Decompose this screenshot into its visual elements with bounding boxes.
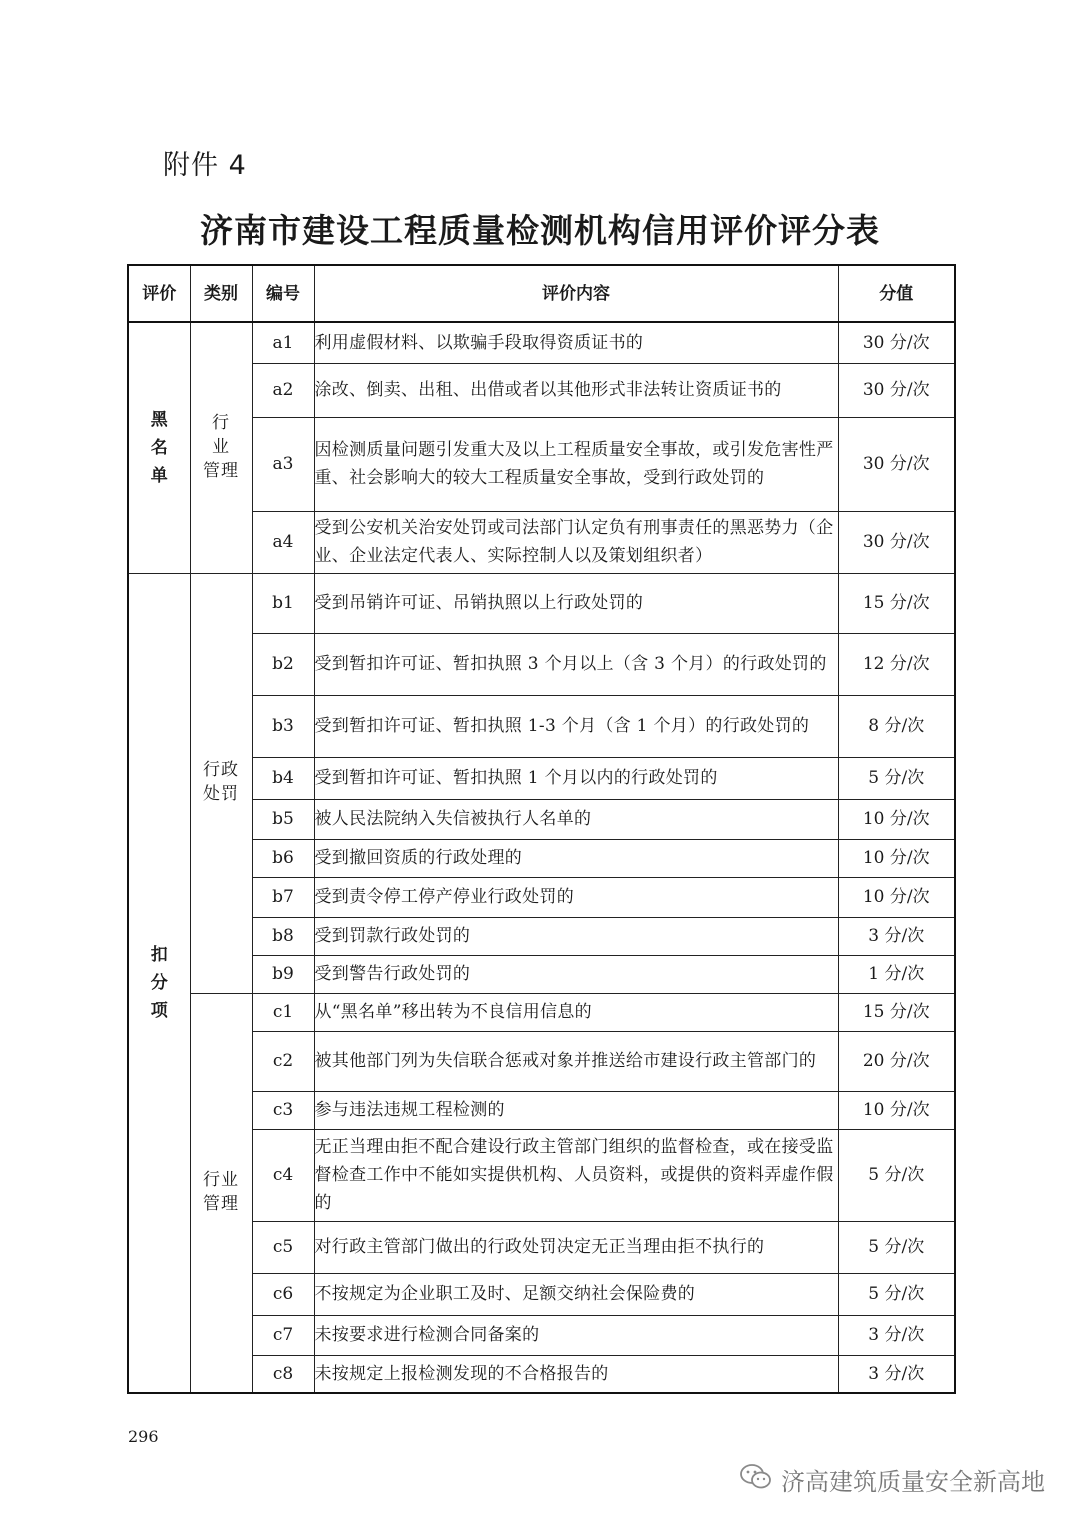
- row-content: 受到公安机关治安处罚或司法部门认定负有刑事责任的黑恶势力（企业、企业法定代表人、实际控制人以及策划组织者）: [314, 511, 838, 573]
- row-score: 5 分/次: [838, 1221, 955, 1273]
- document-title: 济南市建设工程质量检测机构信用评价评分表: [200, 211, 880, 250]
- row-score: 10 分/次: [838, 1091, 955, 1129]
- row-score: 15 分/次: [838, 993, 955, 1031]
- row-content: 无正当理由拒不配合建设行政主管部门组织的监督检查，或在接受监督检查工作中不能如实提供机构、人员资料，或提供的资料弄虚作假的: [314, 1129, 838, 1221]
- row-code: b7: [252, 877, 314, 917]
- row-score: 3 分/次: [838, 1315, 955, 1355]
- table-row: [128, 993, 955, 1031]
- row-code: c2: [252, 1031, 314, 1091]
- wechat-icon: [739, 1463, 773, 1497]
- header-category: 类别: [190, 265, 252, 322]
- row-content: 受到撤回资质的行政处理的: [314, 839, 838, 877]
- header-score: 分值: [838, 265, 955, 322]
- table-row: [128, 322, 955, 363]
- category-administrative-penalty: 行政 处罚: [203, 760, 239, 804]
- row-content: 未按要求进行检测合同备案的: [314, 1315, 838, 1355]
- row-score: 15 分/次: [838, 573, 955, 633]
- category-industry-management-c-cell: [190, 993, 252, 1393]
- row-content: 受到吊销许可证、吊销执照以上行政处罚的: [314, 573, 838, 633]
- attachment-label: 附件 4: [163, 150, 247, 181]
- row-code: c4: [252, 1129, 314, 1221]
- category-industry-management-a: 行 业 管理: [203, 412, 239, 481]
- row-score: 30 分/次: [838, 417, 955, 511]
- row-content: 未按规定上报检测发现的不合格报告的: [314, 1355, 838, 1393]
- table-row: [128, 839, 955, 877]
- page-number: 296: [128, 1427, 159, 1446]
- row-score: 3 分/次: [838, 1355, 955, 1393]
- row-code: c5: [252, 1221, 314, 1273]
- table-row: [128, 757, 955, 799]
- row-code: a1: [252, 322, 314, 363]
- row-code: a4: [252, 511, 314, 573]
- row-score: 1 分/次: [838, 955, 955, 993]
- row-code: c3: [252, 1091, 314, 1129]
- row-code: b4: [252, 757, 314, 799]
- row-code: b9: [252, 955, 314, 993]
- rating-blacklist: 黑名单: [150, 409, 168, 486]
- row-content: 不按规定为企业职工及时、足额交纳社会保险费的: [314, 1273, 838, 1315]
- row-content: 受到警告行政处罚的: [314, 955, 838, 993]
- row-content: 受到暂扣许可证、暂扣执照 1 个月以内的行政处罚的: [314, 757, 838, 799]
- table-row: [128, 1031, 955, 1091]
- table-row: [128, 1273, 955, 1315]
- row-score: 30 分/次: [838, 511, 955, 573]
- row-score: 10 分/次: [838, 839, 955, 877]
- row-code: a3: [252, 417, 314, 511]
- table-row: [128, 1221, 955, 1273]
- table-row: [128, 1355, 955, 1393]
- row-score: 12 分/次: [838, 633, 955, 695]
- category-administrative-penalty-cell: [190, 573, 252, 993]
- row-content: 被其他部门列为失信联合惩戒对象并推送给市建设行政主管部门的: [314, 1031, 838, 1091]
- table-row: [128, 877, 955, 917]
- category-industry-management-c: 行业 管理: [203, 1169, 239, 1214]
- row-code: b2: [252, 633, 314, 695]
- row-score: 10 分/次: [838, 877, 955, 917]
- row-code: b8: [252, 917, 314, 955]
- header-code: 编号: [252, 265, 314, 322]
- row-content: 受到罚款行政处罚的: [314, 917, 838, 955]
- row-content: 对行政主管部门做出的行政处罚决定无正当理由拒不执行的: [314, 1221, 838, 1273]
- category-industry-management-a-cell: [190, 322, 252, 573]
- row-code: a2: [252, 363, 314, 417]
- row-score: 20 分/次: [838, 1031, 955, 1091]
- table-row: [128, 1091, 955, 1129]
- rating-blacklist-cell: [128, 322, 190, 573]
- table-row: [128, 1315, 955, 1355]
- table-row: [128, 633, 955, 695]
- table-row: [128, 363, 955, 417]
- row-code: c8: [252, 1355, 314, 1393]
- row-score: 8 分/次: [838, 695, 955, 757]
- row-code: b1: [252, 573, 314, 633]
- row-content: 参与违法违规工程检测的: [314, 1091, 838, 1129]
- row-code: c6: [252, 1273, 314, 1315]
- table-row: [128, 511, 955, 573]
- watermark-text: 济高建筑质量安全新高地: [781, 1468, 1045, 1496]
- rating-deduction: 扣分项: [150, 944, 168, 1021]
- row-code: b3: [252, 695, 314, 757]
- table-row: [128, 695, 955, 757]
- rating-deduction-cell: [128, 573, 190, 1393]
- row-score: 5 分/次: [838, 1129, 955, 1221]
- row-content: 受到责令停工停产停业行政处罚的: [314, 877, 838, 917]
- row-content: 因检测质量问题引发重大及以上工程质量安全事故，或引发危害性严重、社会影响大的较大工程质量安全事故，受到行政处罚的: [314, 417, 838, 511]
- row-code: b6: [252, 839, 314, 877]
- table-row: [128, 955, 955, 993]
- row-score: 30 分/次: [838, 322, 955, 363]
- row-score: 10 分/次: [838, 799, 955, 839]
- header-rating: 评价: [128, 265, 190, 322]
- row-content: 利用虚假材料、以欺骗手段取得资质证书的: [314, 322, 838, 363]
- row-score: 5 分/次: [838, 1273, 955, 1315]
- row-content: 从“黑名单”移出转为不良信用信息的: [314, 993, 838, 1031]
- table-row: [128, 917, 955, 955]
- table-row: [128, 417, 955, 511]
- credit-evaluation-table: [127, 264, 956, 1394]
- row-code: b5: [252, 799, 314, 839]
- table-row: [128, 799, 955, 839]
- table-row: [128, 1129, 955, 1221]
- watermark: [739, 1462, 1045, 1497]
- row-code: c1: [252, 993, 314, 1031]
- row-score: 30 分/次: [838, 363, 955, 417]
- row-content: 被人民法院纳入失信被执行人名单的: [314, 799, 838, 839]
- row-code: c7: [252, 1315, 314, 1355]
- table-header-row: [128, 265, 955, 322]
- row-content: 受到暂扣许可证、暂扣执照 1-3 个月（含 1 个月）的行政处罚的: [314, 695, 838, 757]
- row-content: 涂改、倒卖、出租、出借或者以其他形式非法转让资质证书的: [314, 363, 838, 417]
- row-score: 3 分/次: [838, 917, 955, 955]
- row-content: 受到暂扣许可证、暂扣执照 3 个月以上（含 3 个月）的行政处罚的: [314, 633, 838, 695]
- table-row: [128, 573, 955, 633]
- header-content: 评价内容: [314, 265, 838, 322]
- row-score: 5 分/次: [838, 757, 955, 799]
